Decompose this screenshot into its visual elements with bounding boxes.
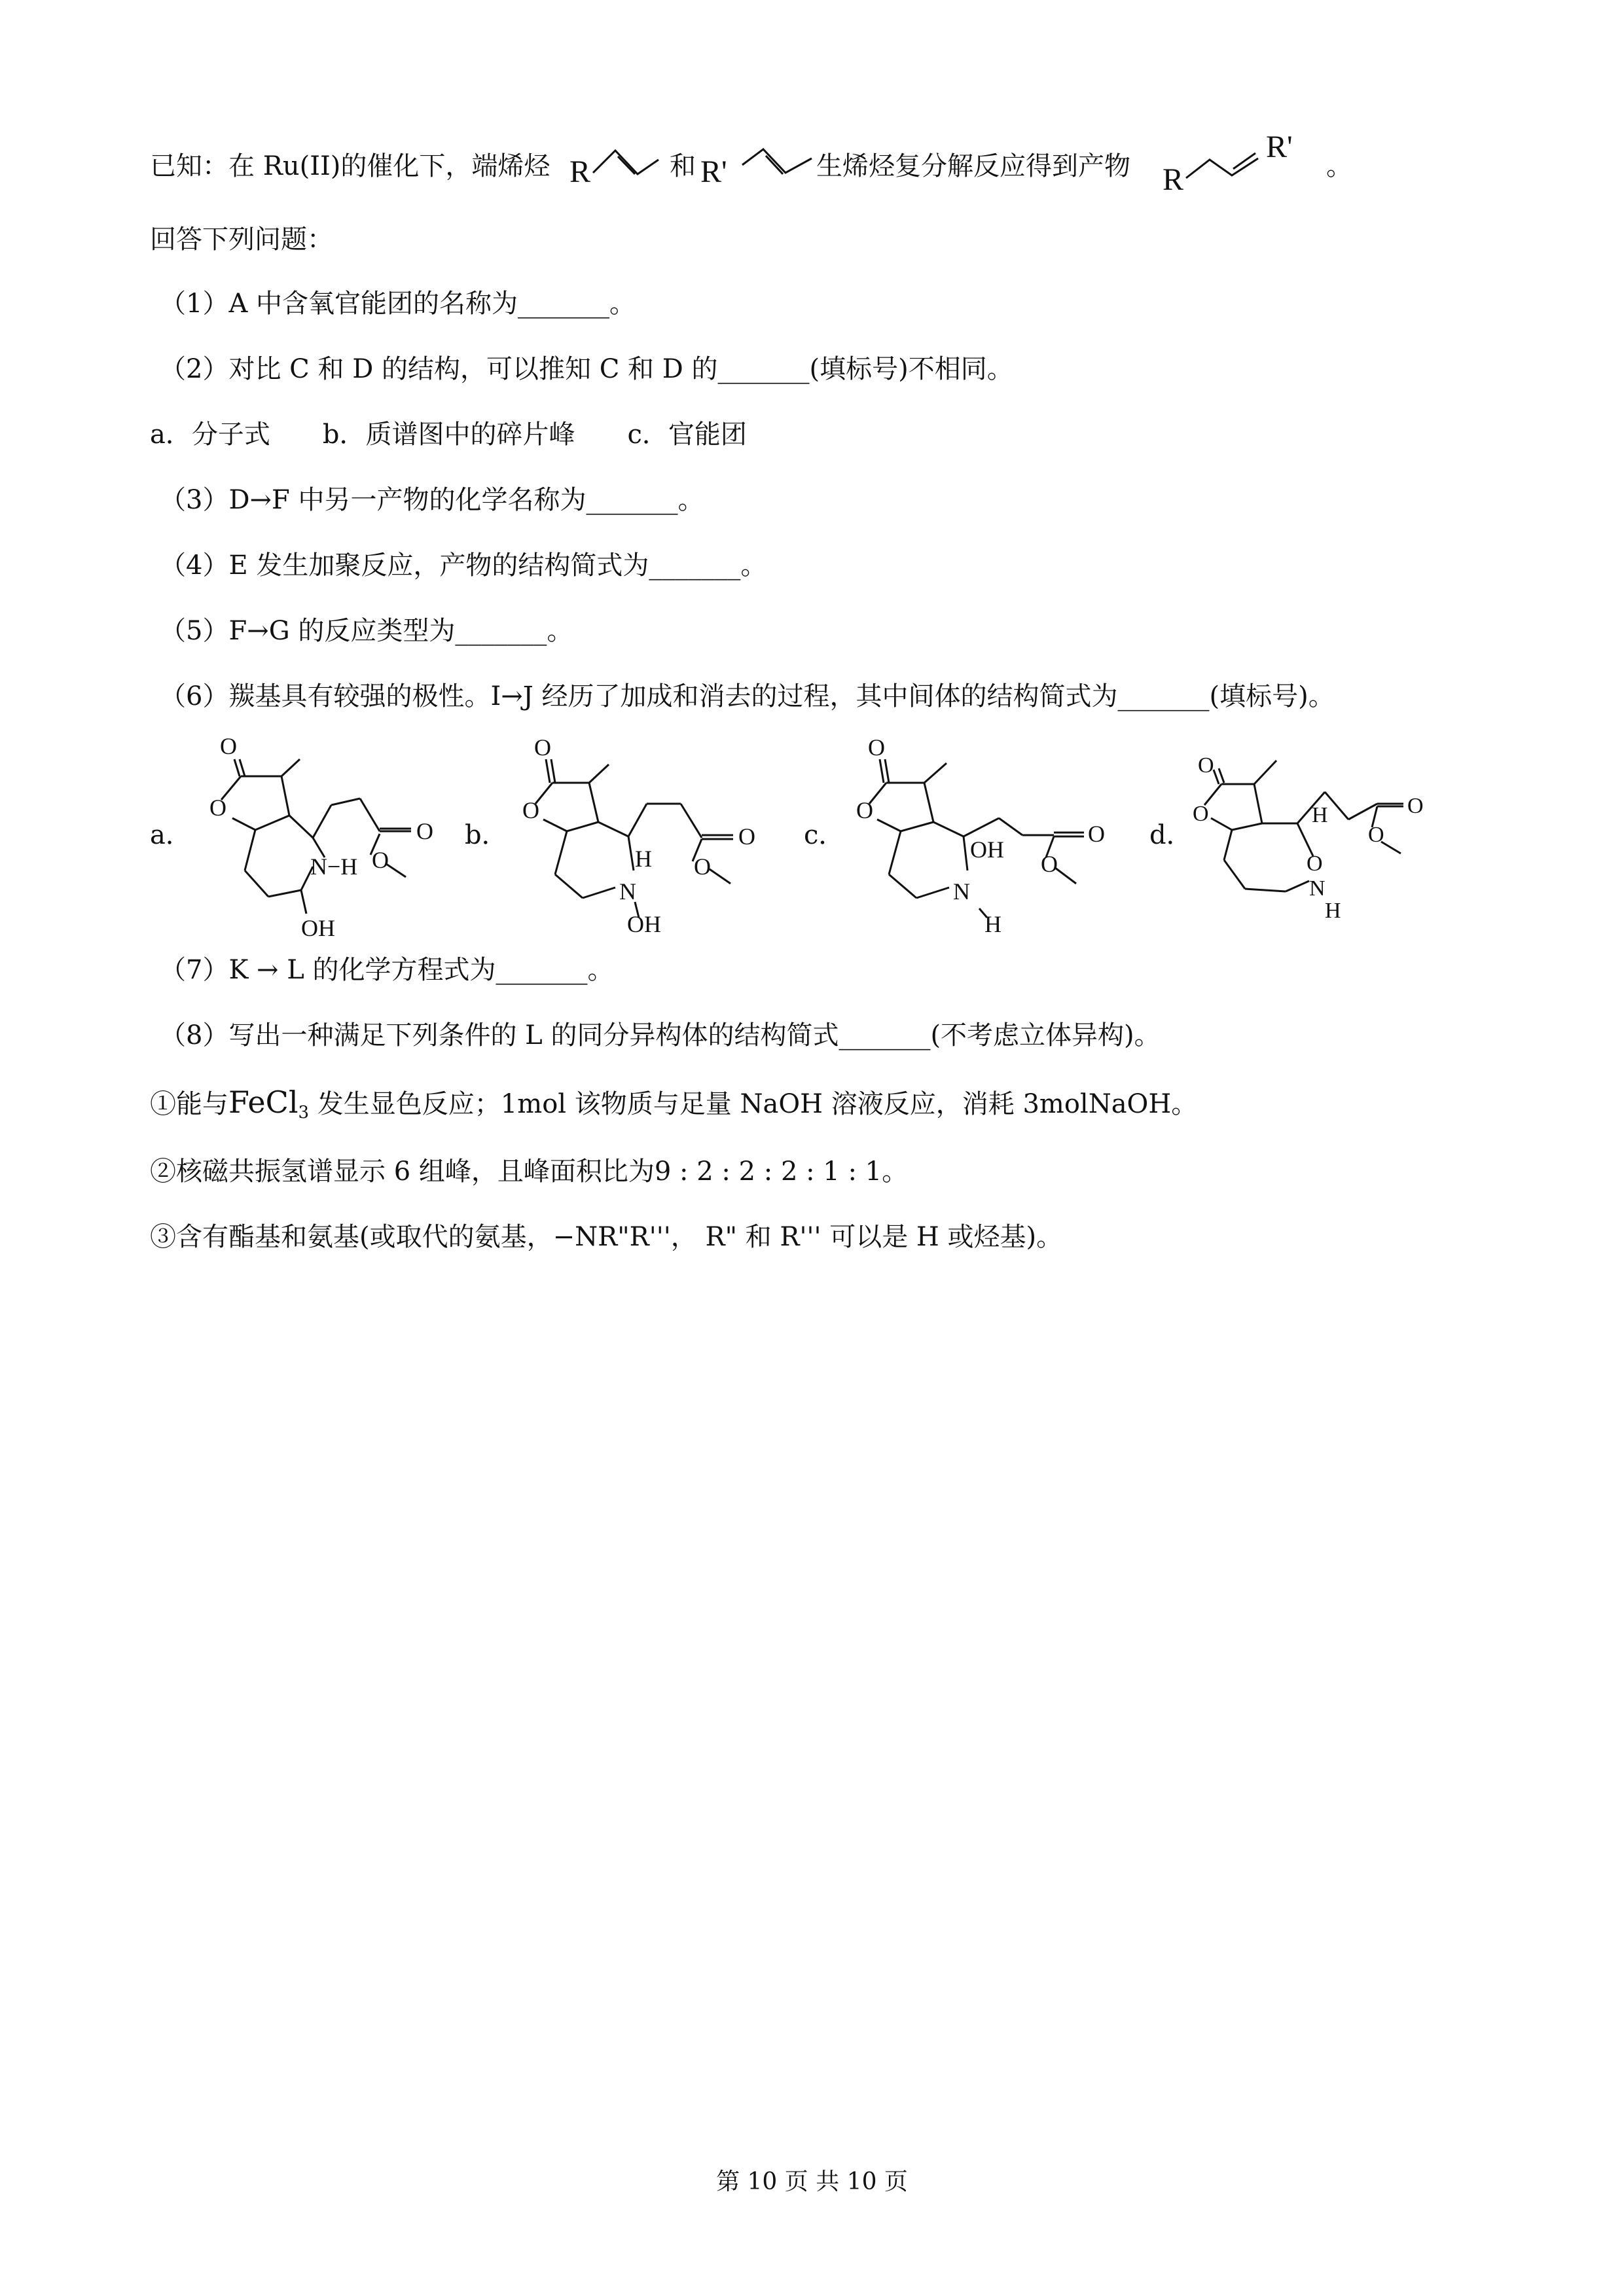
question-1: （1）A 中含氧官能团的名称为_______。 xyxy=(160,289,636,319)
r-label: R xyxy=(569,154,591,189)
atom-oh: OH xyxy=(970,836,1004,863)
atom-o-ring: O xyxy=(856,797,873,823)
product-olefin xyxy=(1163,131,1326,196)
atom-n: N xyxy=(619,878,636,905)
structure-d xyxy=(1185,746,1460,929)
question-5: （5）F→G 的反应类型为_______。 xyxy=(160,616,573,646)
known-text-1: 已知：在 Ru(II)的催化下，端烯烃 xyxy=(150,151,550,181)
option-c-label: c． xyxy=(804,820,845,850)
terminal-olefin-r-prime xyxy=(700,140,818,192)
atom-o-carbonyl: O xyxy=(1198,753,1214,778)
atom-o-methoxy: O xyxy=(1368,823,1384,847)
atom-n: N xyxy=(953,878,970,905)
known-line xyxy=(150,148,550,185)
atom-oh: OH xyxy=(301,915,335,941)
known-text-2 xyxy=(670,148,696,185)
question-2-options: a．分子式 b．质谱图中的碎片峰 c．官能团 xyxy=(150,420,747,450)
known-text-3 xyxy=(816,148,1130,185)
fecl3-formula: FeCl xyxy=(228,1085,298,1120)
r-prime-label: R' xyxy=(700,154,727,189)
terminal-olefin-r xyxy=(569,140,668,192)
known-end xyxy=(1326,148,1352,185)
atom-o-methoxy: O xyxy=(694,853,711,880)
page-footer: 第 10 页 共 10 页 xyxy=(716,2168,908,2195)
condition-2: ②核磁共振氢谱显示 6 组峰，且峰面积比为9 : 2 : 2 : 2 : 1 : 1。 xyxy=(150,1157,909,1187)
question-2: （2）对比 C 和 D 的结构，可以推知 C 和 D 的_______(填标号)不相同。 xyxy=(160,354,1013,384)
atom-h: H xyxy=(635,846,652,872)
atom-o-methoxy: O xyxy=(372,847,389,873)
known-and: 和 xyxy=(670,151,696,181)
r-label-product: R xyxy=(1163,162,1184,196)
atom-o-ester: O xyxy=(1088,821,1105,847)
atom-oh: OH xyxy=(627,911,661,936)
condition-3: ③含有酯基和氨基(或取代的氨基，−NR"R'''， R" 和 R''' 可以是 H 或烃基)。 xyxy=(150,1222,1063,1252)
atom-h-bridge: H xyxy=(1312,803,1328,827)
r-prime-label-product: R' xyxy=(1266,131,1293,164)
atom-o-ester: O xyxy=(1407,794,1424,818)
condition-1-prefix: ①能与 xyxy=(150,1089,228,1119)
atom-o-ester: O xyxy=(416,818,433,844)
atom-o-ring: O xyxy=(209,795,226,821)
condition-1-suffix: 发生显色反应；1mol 该物质与足量 NaOH 溶液反应，消耗 3molNaOH。 xyxy=(317,1089,1198,1119)
atom-n: N xyxy=(1309,876,1326,901)
question-3: （3）D→F 中另一产物的化学名称为_______。 xyxy=(160,485,704,515)
atom-o-ring: O xyxy=(522,797,539,823)
option-b-label: b． xyxy=(465,820,508,850)
atom-o-methoxy: O xyxy=(1041,851,1058,877)
question-4: （4）E 发生加聚反应，产物的结构简式为_______。 xyxy=(160,550,767,581)
structure-b xyxy=(517,726,792,936)
question-8: （8）写出一种满足下列条件的 L 的同分异构体的结构简式_______(不考虑立体异构)。 xyxy=(160,1020,1161,1050)
atom-o-carbonyl: O xyxy=(868,734,885,761)
atom-h-n: H xyxy=(1325,899,1341,923)
known-product-text: 生烯烃复分解反应得到产物 xyxy=(816,151,1130,181)
known-period: 。 xyxy=(1326,151,1352,181)
option-d-label: d． xyxy=(1149,820,1193,850)
atom-h: H xyxy=(984,911,1001,936)
atom-o-ring: O xyxy=(1193,802,1209,826)
structure-c xyxy=(851,726,1126,936)
intro-text: 回答下列问题： xyxy=(150,224,333,255)
structure-a xyxy=(203,720,465,942)
atom-o-ester: O xyxy=(738,823,755,850)
atom-o-carbonyl: O xyxy=(534,734,551,761)
question-7: （7）K → L 的化学方程式为_______。 xyxy=(160,955,614,985)
atom-o-ring-n: O xyxy=(1307,852,1323,876)
condition-1 xyxy=(150,1084,1197,1131)
question-6: （6）羰基具有较强的极性。I→J 经历了加成和消去的过程，其中间体的结构简式为_______(填标号)。 xyxy=(160,681,1335,711)
option-a-label: a． xyxy=(150,820,192,850)
atom-o-carbonyl: O xyxy=(220,733,237,759)
fecl3-subscript: 3 xyxy=(298,1103,310,1122)
atom-nh: N−H xyxy=(310,853,358,880)
